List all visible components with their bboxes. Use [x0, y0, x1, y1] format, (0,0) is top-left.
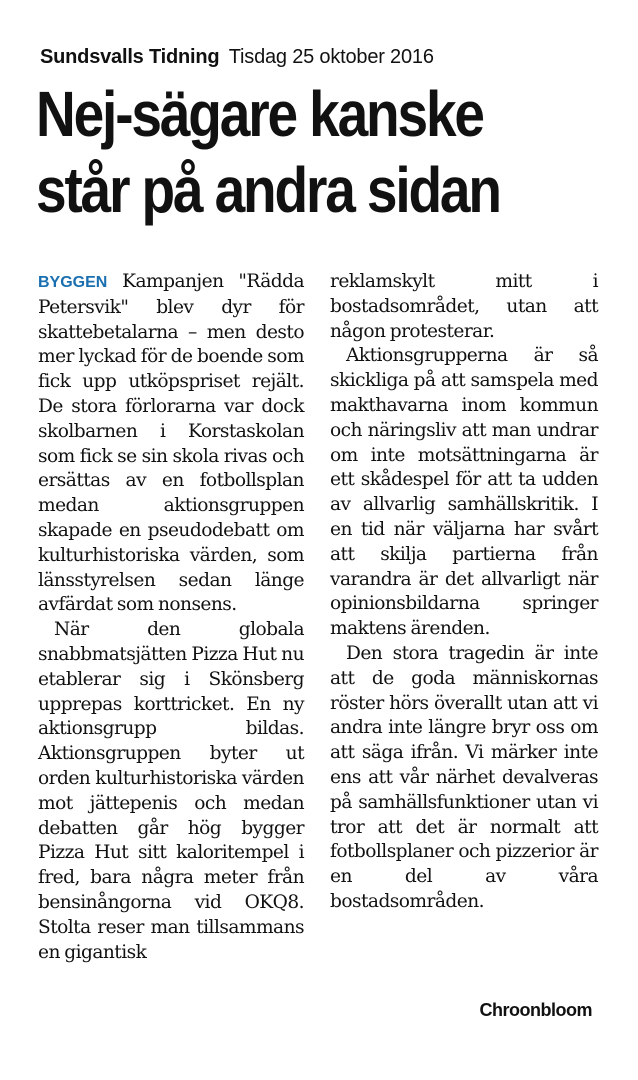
article-paragraph-3: Aktionsgrupperna är så skickliga på att samspela med makthavarna inom kommun och näringsliv att man undrar om inte motsättningarna är ett skådespel för att ta udden av allvarlig samhällskritik. I en tid när väljarna har svårt att skilja partierna från varandra är det allvarligt när opinionsbildarna springer maktens ärenden.	[330, 345, 598, 640]
article-column-left	[38, 270, 304, 965]
article-paragraph-1	[38, 270, 304, 618]
author-byline: Chroonbloom	[479, 1000, 592, 1020]
newspaper-name: Sundsvalls Tidning	[40, 46, 220, 68]
headline-line-1: Nej-sägare kanske	[36, 78, 483, 150]
kicker-label: BYGGEN	[38, 274, 108, 291]
paragraph-1-text: Kampanjen "Rädda Petersvik" blev dyr för skattebetalarna – men desto mer lyckad för de boende som fick upp utköpspriset rejält. De stora förlorarna var dock skolbarnen i Korstaskolan som fick se sin skola rivas och ersättas av en fotbollsplan medan aktionsgruppen skapade en pseudodebatt om kulturhistoriska värden, som länsstyrelsen sedan länge avfärdat som nonsens.	[38, 271, 304, 616]
headline-line-2: står på andra sidan	[36, 154, 500, 226]
article-column-right	[330, 270, 598, 915]
article-paragraph-2-continued: reklamskylt mitt i bostadsområdet, utan att någon protesterar.	[330, 271, 598, 342]
publication-date: Tisdag 25 oktober 2016	[228, 46, 434, 68]
masthead	[40, 46, 434, 69]
headline	[36, 76, 535, 228]
article-paragraph-2: När den globala snabbmatsjätten Pizza Hut nu etablerar sig i Skönsberg upprepas korttricket. En ny aktionsgrupp bildas. Aktionsgruppen byter ut orden kulturhistoriska värden mot jättepenis och medan debatten går hög bygger Pizza Hut sitt kaloritempel i fred, bara några meter från bensinångorna vid OKQ8. Stolta reser man tillsammans en gigantisk	[38, 619, 304, 963]
article-paragraph-4: Den stora tragedin är inte att de goda människornas röster hörs överallt utan att vi andra inte längre bryr oss om att säga ifrån. Vi märker inte ens att vår närhet devalveras på samhällsfunktioner utan vi tror att det är normalt att fotbollsplaner och pizzerior är en del av våra bostadsområden.	[330, 642, 598, 912]
